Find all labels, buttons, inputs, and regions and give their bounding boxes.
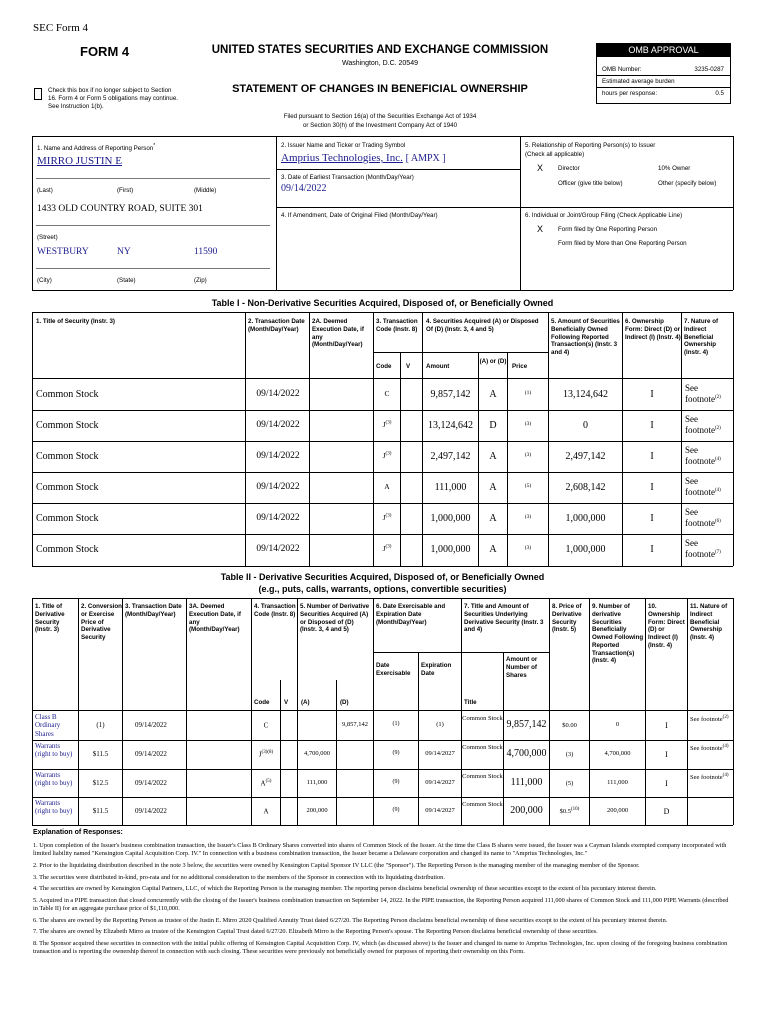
t2-row-owned: 4,700,000 — [604, 750, 631, 757]
price-value: $0.00 — [562, 722, 577, 730]
state-label: (State) — [117, 277, 136, 284]
t1-row-nature — [685, 538, 732, 560]
t1-row-nature — [685, 445, 732, 467]
t2-row-conversion: $11.5 — [92, 807, 109, 815]
t2-row-form: I — [665, 721, 668, 730]
form-title: FORM 4 — [80, 44, 130, 59]
code-footnote: (3) — [385, 451, 392, 457]
t1-row-amount: 111,000 — [434, 482, 467, 493]
t1-row-title: Common Stock — [36, 544, 99, 555]
explanation-item: 4. The securities are owned by Kensington Capital Partners, LLC, of which the Reporting Person is the managing member. The reporting person disclaims beneficial ownership of these securities except to the extent of his pecuniary interest therein. — [33, 885, 657, 893]
t1-row-ad: A — [489, 389, 497, 400]
t1-row-price: (3) — [524, 452, 532, 458]
code-footnote: (5) — [265, 779, 272, 784]
t2-row-code — [252, 779, 280, 787]
nature-footnote: (4) — [715, 487, 721, 493]
t1-sub-code: Code — [376, 363, 392, 370]
t1-row-ad: A — [489, 513, 497, 524]
form-one-person: Form filed by One Reporting Person — [558, 226, 658, 233]
omb-title: OMB APPROVAL — [597, 44, 730, 57]
nature-footnote: (2) — [722, 715, 729, 720]
t2-sub-a: (A) — [301, 699, 310, 706]
table2-title: Table II - Derivative Securities Acquired, Disposed of, or Beneficially Owned — [220, 572, 545, 582]
t1-row-owned: 1,000,000 — [565, 544, 606, 555]
t1-row-form: I — [650, 389, 654, 400]
t2-h7: 7. Title and Amount of Securities Underlying Derivative Security (Instr. 3 and 4) — [464, 603, 544, 634]
t1-row-amount: 1,000,000 — [430, 513, 471, 524]
t2-row-form: I — [665, 779, 668, 788]
t1-row-form: I — [650, 544, 654, 555]
relationship-label: 5. Relationship of Reporting Person(s) to Issuer — [525, 142, 656, 149]
omb-hours-value: 0.5 — [715, 90, 724, 97]
t1-row-ad: A — [489, 482, 497, 493]
zip-label: (Zip) — [194, 277, 207, 284]
street-address: 1433 OLD COUNTRY ROAD, SUITE 301 — [37, 204, 203, 214]
earliest-date-label: 3. Date of Earliest Transaction (Month/Day/Year) — [281, 174, 414, 181]
t2-sub-amount: Amount or Number of Shares — [506, 656, 538, 679]
t2-row-conversion: $11.5 — [92, 750, 109, 758]
t1-row-form: I — [650, 420, 654, 431]
t2-sub-code: Code — [254, 699, 270, 706]
t2-row-underlying-amount: 4,700,000 — [506, 748, 547, 759]
one-person-checkmark[interactable]: X — [537, 224, 544, 234]
t1-row-date: 09/14/2022 — [256, 513, 300, 523]
price-value: $0.5 — [559, 808, 572, 816]
price-value: (3) — [565, 751, 574, 759]
t1-row-title: Common Stock — [36, 513, 99, 524]
code-footnote: (3) — [385, 544, 392, 550]
zip-value: 11590 — [194, 247, 218, 257]
t1-row-nature — [685, 507, 732, 529]
t2-row-exercisable: (9) — [392, 807, 400, 813]
filing-label: 6. Individual or Joint/Group Filing (Check Applicable Line) — [525, 212, 683, 219]
t2-row-underlying-amount: 9,857,142 — [506, 719, 547, 730]
code-value: A — [260, 779, 266, 788]
statement-title: STATEMENT OF CHANGES IN BENEFICIAL OWNERSHIP — [232, 83, 528, 95]
issuer-label: 2. Issuer Name and Ticker or Trading Symbol — [281, 142, 406, 149]
omb-approval-box — [596, 43, 731, 104]
code-value: J — [382, 544, 386, 553]
issuer-name-row — [281, 152, 446, 164]
earliest-date: 09/14/2022 — [281, 183, 327, 194]
agency-title: UNITED STATES SECURITIES AND EXCHANGE COMMISSION — [211, 44, 549, 56]
no-longer-subject-checkbox[interactable] — [34, 88, 42, 100]
t1-h5: 5. Amount of Securities Beneficially Owned Following Reported Transaction(s) (Instr. 3 and 4) — [551, 318, 620, 356]
code-value: C — [384, 389, 390, 398]
t2-sub-d: (D) — [340, 699, 349, 706]
t1-row-amount: 2,497,142 — [430, 451, 471, 462]
table1-title: Table I - Non-Derivative Securities Acquired, Disposed of, or Beneficially Owned — [211, 298, 554, 308]
t1-row-owned: 1,000,000 — [565, 513, 606, 524]
t2-row-expiration: 09/14/2027 — [425, 779, 455, 786]
t1-row-owned: 2,608,142 — [565, 482, 606, 493]
omb-burden-label: Estimated average burden — [602, 78, 675, 85]
price-footnote: (10) — [571, 807, 580, 812]
t1-row-price: (5) — [524, 483, 532, 489]
t1-row-price: (3) — [524, 514, 532, 520]
amendment-label: 4. If Amendment, Date of Original Filed (Month/Day/Year) — [281, 212, 438, 219]
nature-value: See footnote — [690, 774, 723, 782]
code-value: J — [258, 750, 262, 759]
t2-sub-title: Title — [464, 699, 477, 706]
code-value: C — [263, 721, 269, 730]
city-value: WESTBURY — [37, 247, 89, 257]
t1-row-nature — [685, 476, 732, 498]
t1-row-ad: A — [489, 544, 497, 555]
t1-row-date: 09/14/2022 — [256, 482, 300, 492]
t2-row-owned: 200,000 — [606, 807, 629, 814]
t2-row-underlying-title: Common Stock — [462, 801, 503, 808]
nature-value: See footnote — [685, 507, 715, 528]
t1-row-amount: 1,000,000 — [430, 544, 471, 555]
t1-h1: 1. Title of Security (Instr. 3) — [36, 318, 115, 325]
t2-h4: 4. Transaction Code (Instr. 8) — [254, 603, 296, 618]
t1-h2: 2. Transaction Date (Month/Day/Year) — [248, 318, 305, 333]
t1-row-code — [374, 482, 400, 491]
t2-row-title: Warrants (right to buy) — [35, 771, 73, 788]
director-checkmark[interactable]: X — [537, 163, 544, 173]
t2-row-expiration: 09/14/2027 — [425, 750, 455, 757]
relationship-label2: (Check all applicable) — [525, 151, 585, 158]
t2-sub-exer: Date Exercisable — [376, 662, 411, 677]
t1-row-date: 09/14/2022 — [256, 389, 300, 399]
t2-row-conversion: $12.5 — [92, 779, 109, 787]
reporting-person-name[interactable]: MIRRO JUSTIN E — [37, 155, 122, 167]
omb-number-value: 3235-0287 — [694, 66, 724, 73]
t2-row-date: 09/14/2022 — [135, 779, 167, 787]
t1-row-owned: 2,497,142 — [565, 451, 606, 462]
t2-h10: 10. Ownership Form: Direct (D) or Indirect (I) (Instr. 4) — [648, 603, 685, 649]
t1-row-owned: 0 — [583, 420, 588, 431]
t2-sub-v: V — [284, 699, 289, 706]
t2-row-title: Warrants (right to buy) — [35, 799, 73, 816]
t2-row-owned: 0 — [615, 721, 620, 728]
reporting-person-label: 1. Name and Address of Reporting Person* — [37, 143, 156, 153]
t1-row-code — [374, 420, 400, 429]
t2-row-code — [252, 807, 280, 815]
t2-row-exercisable: (9) — [392, 750, 400, 756]
code-footnote: (3) — [385, 513, 392, 519]
t2-row-acquired: 200,000 — [306, 807, 328, 814]
t2-row-underlying-title: Common Stock — [462, 773, 503, 780]
omb-number-label: OMB Number: — [602, 66, 642, 73]
t2-row-title: Warrants (right to buy) — [35, 742, 73, 759]
nature-footnote: (6) — [715, 518, 721, 524]
explanation-item: 2. Prior to the liquidating distribution described in the note 3 below, the securities were owned by Kensington Capital Sponsor IV LLC (the "Sponsor"). The Reporting Person is the managing member of the managing member of the Sponsor. — [33, 861, 640, 869]
t2-h5: 5. Number of Derivative Securities Acquired (A) or Disposed of (D) (Instr. 3, 4 and 5) — [300, 603, 370, 634]
nature-value: See footnote — [685, 445, 715, 466]
nature-footnote: (4) — [722, 744, 729, 749]
t2-row-form: D — [663, 807, 670, 816]
last-label: (Last) — [37, 187, 53, 194]
t2-row-date: 09/14/2022 — [135, 721, 167, 729]
explanation-item: 7. The shares are owned by Elizabeth Mirro as trustee of the Kensington Capital Trust dated 6/27/20. Elizabeth Mirro is the Reporting Person's spouse. The Reporting Person disclaims beneficial ownership of these securities. — [33, 928, 598, 936]
t1-row-nature — [685, 383, 732, 405]
doc-label: SEC Form 4 — [33, 22, 89, 34]
t2-row-owned: 111,000 — [607, 779, 628, 786]
t2-sub-exp: Expiration Date — [421, 662, 452, 677]
code-value: J — [382, 513, 386, 522]
t2-row-nature — [690, 715, 732, 725]
nature-footnote: (2) — [715, 394, 721, 400]
nature-footnote: (7) — [715, 549, 721, 555]
t1-h3: 3. Transaction Code (Instr. 8) — [376, 318, 418, 333]
t2-row-date: 09/14/2022 — [135, 807, 167, 815]
t1-sub-v: V — [406, 363, 411, 370]
t2-row-underlying-title: Common Stock — [462, 715, 503, 722]
t1-sub-amount: Amount — [426, 363, 450, 370]
t1-row-code — [374, 513, 400, 522]
t2-h11: 11. Nature of Indirect Beneficial Ownership (Instr. 4) — [690, 603, 728, 641]
t2-row-disposed: 9,857,142 — [342, 721, 368, 728]
table2-subtitle: (e.g., puts, calls, warrants, options, convertible securities) — [258, 584, 507, 594]
other-label: Other (specify below) — [658, 180, 717, 187]
t2-row-exercisable: (9) — [392, 779, 400, 785]
t2-h3a: 3A. Deemed Execution Date, if any (Month/Day/Year) — [189, 603, 241, 634]
explanation-item: 6. The shares are owned by the Reporting Person as trustee of the Justin E. Mirro 2020 Qualified Annuity Trust dated 6/27/20. The Reporting Person disclaims beneficial ownership of these securities except to the extent of his pecuniary interest therein. — [33, 916, 668, 924]
t2-h8: 8. Price of Derivative Security (Instr. 5) — [552, 603, 582, 634]
t1-h2a: 2A. Deemed Execution Date, if any (Month/Day/Year) — [312, 318, 364, 349]
nature-footnote: (4) — [715, 456, 721, 462]
t1-row-form: I — [650, 513, 654, 524]
explanation-title: Explanation of Responses: — [33, 829, 123, 836]
t2-h9: 9. Number of derivative Securities Beneficially Owned Following Reported Transaction(s) (Instr. 4) — [592, 603, 644, 665]
nature-value: See footnote — [685, 383, 715, 404]
nature-value: See footnote — [690, 745, 723, 753]
t2-row-code — [252, 750, 280, 758]
t2-h6: 6. Date Exercisable and Expiration Date (Month/Day/Year) — [376, 603, 446, 626]
middle-label: (Middle) — [194, 187, 217, 194]
t2-row-underlying-title: Common Stock — [462, 744, 503, 751]
t1-row-form: I — [650, 451, 654, 462]
t1-sub-ad: (A) or (D) — [479, 358, 507, 365]
t2-row-exercisable: (1) — [392, 721, 400, 727]
t2-row-code — [252, 721, 280, 729]
t2-row-expiration: (1) — [436, 721, 444, 728]
t1-row-title: Common Stock — [36, 451, 99, 462]
t1-row-title: Common Stock — [36, 482, 99, 493]
t1-row-nature — [685, 414, 732, 436]
t2-row-price — [550, 750, 589, 758]
t2-row-expiration: 09/14/2027 — [425, 807, 455, 814]
t1-h6: 6. Ownership Form: Direct (D) or Indirect (I) (Instr. 4) — [625, 318, 681, 341]
first-label: (First) — [117, 187, 134, 194]
issuer-name[interactable]: Amprius Technologies, Inc. — [281, 152, 403, 164]
t1-h4: 4. Securities Acquired (A) or Disposed Of (D) (Instr. 3, 4 and 5) — [426, 318, 539, 333]
officer-label: Officer (give title below) — [558, 180, 623, 187]
code-value: J — [382, 451, 386, 460]
t1-row-date: 09/14/2022 — [256, 451, 300, 461]
t1-row-price: (3) — [524, 421, 532, 427]
t2-row-form: I — [665, 750, 668, 759]
t2-row-acquired: 111,000 — [306, 779, 328, 786]
checkbox-text: Check this box if no longer subject to Section 16. Form 4 or Form 5 obligations may continue. See Instruction 1(b). — [48, 87, 178, 110]
nature-footnote: (4) — [722, 773, 729, 778]
explanation-item: 3. The securities were distributed in-kind, pro-rata and for no additional consideration to the members of the Sponsor in connection with its liquidating distribution. — [33, 873, 445, 881]
t2-row-nature — [690, 744, 732, 754]
t1-row-amount: 9,857,142 — [430, 389, 471, 400]
ten-percent-owner-label: 10% Owner — [658, 165, 691, 172]
explanation-item: 1. Upon completion of the Issuer's business combination transaction, the Issuer's Class B Ordinary Shares converted into shares of Common Stock of the Issuer. At the time the Class B shares were issued, the Issuer was a Cayman Islands exempted company incorporated with limited liability named "Kensington Capital Acquisition Corp. IV." In connection with a business combination transaction, the Issuer became a Delaware corporation and changed its name to "Amprius Technologies, Inc." — [33, 842, 727, 858]
t2-row-title: Class B Ordinary Shares — [35, 713, 61, 738]
t1-row-price: (1) — [524, 390, 532, 396]
t1-row-amount: 13,124,642 — [428, 420, 473, 431]
explanation-item: 8. The Sponsor acquired these securities in connection with the initial public offering of Kensington Capital Acquisition Corp. IV, which (as discussed above) is the Issuer and changed its name to Amprius Technologies, Inc. upon closing of the foregoing business combination transaction and is reporting the ownership thereof in connection with such closing. These securities were previously not beneficially owned for purposes of reporting their ownership on this Form. — [33, 940, 728, 956]
issuer-ticker: [ AMPX ] — [405, 153, 446, 164]
t2-row-price — [550, 807, 589, 815]
t1-sub-price: Price — [512, 363, 528, 370]
t2-row-underlying-amount: 111,000 — [510, 777, 543, 788]
city-label: (City) — [37, 277, 52, 284]
t1-row-title: Common Stock — [36, 389, 99, 400]
t2-row-nature — [690, 773, 732, 783]
t2-row-underlying-amount: 200,000 — [510, 805, 543, 816]
t1-row-ad: A — [489, 451, 497, 462]
form-more-persons: Form filed by More than One Reporting Person — [558, 240, 687, 247]
t1-row-date: 09/14/2022 — [256, 544, 300, 554]
t1-row-code — [374, 451, 400, 460]
t1-row-ad: D — [489, 420, 497, 431]
nature-value: See footnote — [685, 476, 715, 497]
t2-row-price — [550, 721, 589, 729]
t1-row-code — [374, 389, 400, 398]
location: Washington, D.C. 20549 — [341, 60, 418, 67]
t1-row-owned: 13,124,642 — [563, 389, 608, 400]
filed-pursuant-1: Filed pursuant to Section 16(a) of the Securities Exchange Act of 1934 — [283, 113, 477, 120]
t1-row-title: Common Stock — [36, 420, 99, 431]
nature-footnote: (2) — [715, 425, 721, 431]
t2-row-date: 09/14/2022 — [135, 750, 167, 758]
t1-row-date: 09/14/2022 — [256, 420, 300, 430]
street-label: (Street) — [37, 234, 58, 241]
price-value: (5) — [565, 780, 574, 788]
code-footnote: (3)(8) — [261, 750, 274, 755]
explanation-item: 5. Acquired in a PIPE transaction that closed concurrently with the closing of the Issuer's business combination transaction on September 14, 2022. In the PIPE transaction, the Reporting Person acquired 111,000 shares of Common Stock and 111,000 PIPE Warrants (described in Table II) for an aggregate purchase price of $1,110,000. — [33, 896, 729, 913]
director-label: Director — [558, 165, 580, 172]
code-footnote: (3) — [385, 420, 392, 426]
t1-row-form: I — [650, 482, 654, 493]
code-value: A — [263, 807, 269, 816]
nature-value: See footnote — [685, 538, 715, 559]
t1-row-code — [374, 544, 400, 553]
t1-row-price: (3) — [524, 545, 532, 551]
t2-h2: 2. Conversion or Exercise Price of Derivative Security — [81, 603, 122, 641]
code-value: J — [382, 420, 386, 429]
filed-pursuant-2: or Section 30(h) of the Investment Company Act of 1940 — [302, 122, 458, 129]
omb-hours-label: hours per response: — [602, 90, 658, 97]
t2-row-acquired: 4,700,000 — [304, 750, 330, 757]
t2-row-conversion: (1) — [96, 721, 105, 729]
t2-row-price — [550, 779, 589, 787]
explanation-list — [33, 842, 733, 960]
t2-h1: 1. Title of Derivative Security (Instr. 3) — [35, 603, 65, 634]
t1-h7: 7. Nature of Indirect Beneficial Ownership (Instr. 4) — [684, 318, 719, 356]
state-value: NY — [117, 247, 131, 257]
code-value: A — [384, 482, 390, 491]
t2-h3: 3. Transaction Date (Month/Day/Year) — [125, 603, 182, 618]
nature-value: See footnote — [685, 414, 715, 435]
nature-value: See footnote — [690, 716, 723, 724]
